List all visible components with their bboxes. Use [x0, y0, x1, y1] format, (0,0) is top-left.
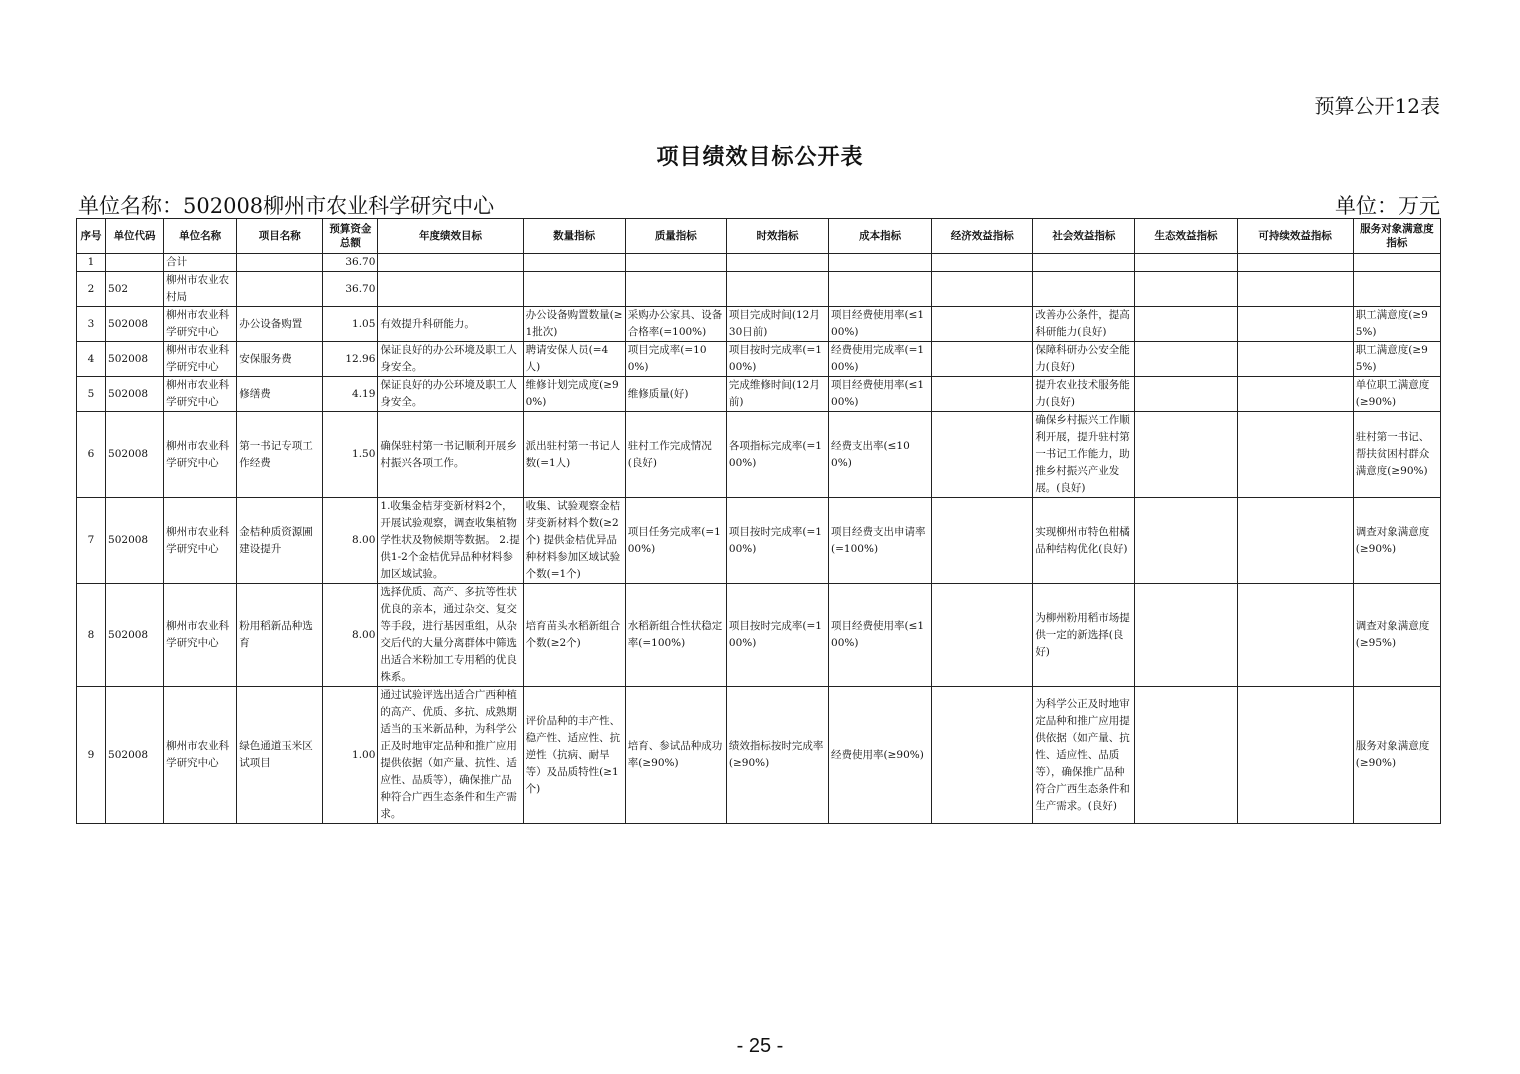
column-header: 时效指标	[726, 219, 828, 254]
annual-goal-cell	[378, 272, 523, 307]
sustainable-benefit-cell	[1237, 272, 1353, 307]
cost-indicator-cell	[829, 254, 932, 272]
ecological-benefit-cell	[1135, 498, 1237, 584]
social-benefit-cell: 为柳州粉用稻市场提供一定的新选择(良好)	[1033, 584, 1135, 687]
ecological-benefit-cell	[1135, 342, 1237, 377]
cost-indicator-cell: 经费使用完成率(=100%)	[829, 342, 932, 377]
currency-unit-label: 单位：万元	[1335, 194, 1440, 218]
column-header: 成本指标	[829, 219, 932, 254]
column-header: 经济效益指标	[932, 219, 1033, 254]
unit-name-cell: 柳州市农业科学研究中心	[164, 307, 237, 342]
unit-name-cell: 合计	[164, 254, 237, 272]
satisfaction-indicator-cell: 服务对象满意度(≥90%)	[1353, 687, 1440, 824]
table-row	[77, 254, 1441, 272]
timeliness-indicator-cell: 完成维修时间(12月前)	[726, 377, 828, 412]
annual-goal-cell: 确保驻村第一书记顺利开展乡村振兴各项工作。	[378, 412, 523, 498]
timeliness-indicator-cell: 各项指标完成率(=100%)	[726, 412, 828, 498]
quantity-indicator-cell: 维修计划完成度(≥90%)	[523, 377, 625, 412]
unit-name-cell: 柳州市农业科学研究中心	[164, 342, 237, 377]
budget-amount-cell: 1.05	[323, 307, 378, 342]
unit-code-cell: 502008	[106, 377, 164, 412]
sustainable-benefit-cell	[1237, 254, 1353, 272]
unit-code-cell	[106, 254, 164, 272]
social-benefit-cell	[1033, 272, 1135, 307]
timeliness-indicator-cell	[726, 272, 828, 307]
quantity-indicator-cell	[523, 272, 625, 307]
project-name-cell: 第一书记专项工作经费	[237, 412, 323, 498]
satisfaction-indicator-cell: 驻村第一书记、帮扶贫困村群众满意度(≥90%)	[1353, 412, 1440, 498]
row-number-cell: 8	[77, 584, 106, 687]
annual-goal-cell: 有效提升科研能力。	[378, 307, 523, 342]
unit-code-cell: 502	[106, 272, 164, 307]
sustainable-benefit-cell	[1237, 498, 1353, 584]
social-benefit-cell: 改善办公条件，提高科研能力(良好)	[1033, 307, 1135, 342]
unit-code-cell: 502008	[106, 342, 164, 377]
economic-benefit-cell	[932, 254, 1033, 272]
timeliness-indicator-cell: 项目按时完成率(=100%)	[726, 342, 828, 377]
economic-benefit-cell	[932, 272, 1033, 307]
social-benefit-cell: 提升农业技术服务能力(良好)	[1033, 377, 1135, 412]
row-number-cell: 9	[77, 687, 106, 824]
project-name-cell: 绿色通道玉米区试项目	[237, 687, 323, 824]
table-body	[77, 254, 1441, 824]
quality-indicator-cell: 水稻新组合性状稳定率(=100%)	[625, 584, 726, 687]
page-number: - 25 -	[736, 1035, 784, 1057]
cost-indicator-cell: 项目经费使用率(≤100%)	[829, 584, 932, 687]
economic-benefit-cell	[932, 377, 1033, 412]
table-row	[77, 584, 1441, 687]
timeliness-indicator-cell: 项目完成时间(12月30日前)	[726, 307, 828, 342]
cost-indicator-cell	[829, 272, 932, 307]
budget-amount-cell: 8.00	[323, 498, 378, 584]
column-header: 单位名称	[164, 219, 237, 254]
unit-name-cell: 柳州市农业科学研究中心	[164, 584, 237, 687]
quantity-indicator-cell	[523, 254, 625, 272]
unit-name-label: 单位名称：502008柳州市农业科学研究中心	[78, 194, 495, 218]
sustainable-benefit-cell	[1237, 584, 1353, 687]
column-header: 预算资金总额	[323, 219, 378, 254]
quality-indicator-cell: 项目任务完成率(=100%)	[625, 498, 726, 584]
row-number-cell: 2	[77, 272, 106, 307]
quality-indicator-cell	[625, 254, 726, 272]
row-number-cell: 7	[77, 498, 106, 584]
quantity-indicator-cell: 培育苗头水稻新组合个数(≥2个)	[523, 584, 625, 687]
budget-amount-cell: 36.70	[323, 272, 378, 307]
quantity-indicator-cell: 评价品种的丰产性、稳产性、适应性、抗逆性（抗病、耐旱等）及品质特性(≥1个)	[523, 687, 625, 824]
ecological-benefit-cell	[1135, 307, 1237, 342]
ecological-benefit-cell	[1135, 412, 1237, 498]
timeliness-indicator-cell: 项目按时完成率(=100%)	[726, 584, 828, 687]
satisfaction-indicator-cell: 调查对象满意度(≥90%)	[1353, 498, 1440, 584]
unit-code-cell: 502008	[106, 307, 164, 342]
social-benefit-cell: 保障科研办公安全能力(良好)	[1033, 342, 1135, 377]
unit-name-cell: 柳州市农业科学研究中心	[164, 687, 237, 824]
unit-name-cell: 柳州市农业科学研究中心	[164, 377, 237, 412]
ecological-benefit-cell	[1135, 254, 1237, 272]
table-row	[77, 412, 1441, 498]
annual-goal-cell: 保证良好的办公环境及职工人身安全。	[378, 342, 523, 377]
project-name-cell	[237, 254, 323, 272]
column-header: 单位代码	[106, 219, 164, 254]
table-row	[77, 272, 1441, 307]
sustainable-benefit-cell	[1237, 307, 1353, 342]
project-name-cell: 安保服务费	[237, 342, 323, 377]
project-name-cell: 金桔种质资源圃建设提升	[237, 498, 323, 584]
row-number-cell: 5	[77, 377, 106, 412]
table-row	[77, 342, 1441, 377]
budget-amount-cell: 8.00	[323, 584, 378, 687]
satisfaction-indicator-cell: 单位职工满意度(≥90%)	[1353, 377, 1440, 412]
cost-indicator-cell: 项目经费使用率(≤100%)	[829, 307, 932, 342]
economic-benefit-cell	[932, 687, 1033, 824]
annual-goal-cell: 选择优质、高产、多抗等性状优良的亲本，通过杂交、复交等手段，进行基因重组，从杂交后代的大量分离群体中筛选出适合米粉加工专用稻的优良株系。	[378, 584, 523, 687]
project-name-cell: 粉用稻新品种选育	[237, 584, 323, 687]
satisfaction-indicator-cell	[1353, 272, 1440, 307]
satisfaction-indicator-cell: 职工满意度(≥95%)	[1353, 342, 1440, 377]
ecological-benefit-cell	[1135, 687, 1237, 824]
sustainable-benefit-cell	[1237, 687, 1353, 824]
table-row	[77, 377, 1441, 412]
unit-code-cell: 502008	[106, 584, 164, 687]
performance-target-table	[76, 218, 1441, 824]
table-row	[77, 687, 1441, 824]
column-header: 可持续效益指标	[1237, 219, 1353, 254]
column-header: 质量指标	[625, 219, 726, 254]
unit-name-cell: 柳州市农业科学研究中心	[164, 498, 237, 584]
social-benefit-cell	[1033, 254, 1135, 272]
row-number-cell: 1	[77, 254, 106, 272]
economic-benefit-cell	[932, 498, 1033, 584]
timeliness-indicator-cell: 绩效指标按时完成率(≥90%)	[726, 687, 828, 824]
cost-indicator-cell: 经费使用率(≥90%)	[829, 687, 932, 824]
cost-indicator-cell: 项目经费使用率(≤100%)	[829, 377, 932, 412]
annual-goal-cell: 通过试验评选出适合广西种植的高产、优质、多抗、成熟期适当的玉米新品种，为科学公正及时地审定品种和推广应用提供依据（如产量、抗性、适应性、品质等），确保推广品种符合广西生态条件和生产需求。	[378, 687, 523, 824]
quality-indicator-cell: 采购办公家具、设备合格率(=100%)	[625, 307, 726, 342]
budget-amount-cell: 1.00	[323, 687, 378, 824]
economic-benefit-cell	[932, 412, 1033, 498]
quantity-indicator-cell: 办公设备购置数量(≥1批次)	[523, 307, 625, 342]
column-header: 社会效益指标	[1033, 219, 1135, 254]
annual-goal-cell: 1.收集金桔芽变新材料2个，开展试验观察，调查收集植物学性状及物候期等数据。 2.提供1-2个金桔优异品种材料参加区域试验。	[378, 498, 523, 584]
budget-amount-cell: 12.96	[323, 342, 378, 377]
timeliness-indicator-cell	[726, 254, 828, 272]
table-row	[77, 498, 1441, 584]
budget-amount-cell: 1.50	[323, 412, 378, 498]
project-name-cell	[237, 272, 323, 307]
column-header: 年度绩效目标	[378, 219, 523, 254]
sustainable-benefit-cell	[1237, 342, 1353, 377]
budget-amount-cell: 4.19	[323, 377, 378, 412]
quantity-indicator-cell: 收集、试验观察金桔芽变新材料个数(≥2个) 提供金桔优异品种材料参加区域试验个数(=1个)	[523, 498, 625, 584]
column-header: 项目名称	[237, 219, 323, 254]
sustainable-benefit-cell	[1237, 377, 1353, 412]
table-number-label: 预算公开12表	[1314, 94, 1440, 118]
unit-code-cell: 502008	[106, 687, 164, 824]
column-header: 序号	[77, 219, 106, 254]
quantity-indicator-cell: 派出驻村第一书记人数(=1人)	[523, 412, 625, 498]
quality-indicator-cell: 项目完成率(=100%)	[625, 342, 726, 377]
annual-goal-cell	[378, 254, 523, 272]
economic-benefit-cell	[932, 584, 1033, 687]
project-name-cell: 办公设备购置	[237, 307, 323, 342]
column-header: 服务对象满意度指标	[1353, 219, 1440, 254]
ecological-benefit-cell	[1135, 272, 1237, 307]
row-number-cell: 3	[77, 307, 106, 342]
unit-code-cell: 502008	[106, 498, 164, 584]
cost-indicator-cell: 项目经费支出申请率(=100%)	[829, 498, 932, 584]
ecological-benefit-cell	[1135, 584, 1237, 687]
sustainable-benefit-cell	[1237, 412, 1353, 498]
page-title: 项目绩效目标公开表	[656, 144, 864, 170]
column-header: 数量指标	[523, 219, 625, 254]
quality-indicator-cell: 维修质量(好)	[625, 377, 726, 412]
economic-benefit-cell	[932, 307, 1033, 342]
economic-benefit-cell	[932, 342, 1033, 377]
ecological-benefit-cell	[1135, 377, 1237, 412]
quantity-indicator-cell: 聘请安保人员(=4人)	[523, 342, 625, 377]
social-benefit-cell: 为科学公正及时地审定品种和推广应用提供依据（如产量、抗性、适应性、品质等），确保推广品种符合广西生态条件和生产需求。(良好)	[1033, 687, 1135, 824]
social-benefit-cell: 实现柳州市特色柑橘品种结构优化(良好)	[1033, 498, 1135, 584]
satisfaction-indicator-cell	[1353, 254, 1440, 272]
quality-indicator-cell: 驻村工作完成情况(良好)	[625, 412, 726, 498]
table-row	[77, 307, 1441, 342]
column-header: 生态效益指标	[1135, 219, 1237, 254]
row-number-cell: 4	[77, 342, 106, 377]
unit-code-cell: 502008	[106, 412, 164, 498]
social-benefit-cell: 确保乡村振兴工作顺利开展，提升驻村第一书记工作能力，助推乡村振兴产业发展。(良好)	[1033, 412, 1135, 498]
cost-indicator-cell: 经费支出率(≤100%)	[829, 412, 932, 498]
budget-amount-cell: 36.70	[323, 254, 378, 272]
annual-goal-cell: 保证良好的办公环境及职工人身安全。	[378, 377, 523, 412]
quality-indicator-cell: 培育、参试品种成功率(≥90%)	[625, 687, 726, 824]
quality-indicator-cell	[625, 272, 726, 307]
project-name-cell: 修缮费	[237, 377, 323, 412]
unit-name-cell: 柳州市农业科学研究中心	[164, 412, 237, 498]
unit-name-cell: 柳州市农业农村局	[164, 272, 237, 307]
row-number-cell: 6	[77, 412, 106, 498]
satisfaction-indicator-cell: 职工满意度(≥95%)	[1353, 307, 1440, 342]
table-header-row	[77, 219, 1441, 254]
satisfaction-indicator-cell: 调查对象满意度(≥95%)	[1353, 584, 1440, 687]
timeliness-indicator-cell: 项目按时完成率(=100%)	[726, 498, 828, 584]
